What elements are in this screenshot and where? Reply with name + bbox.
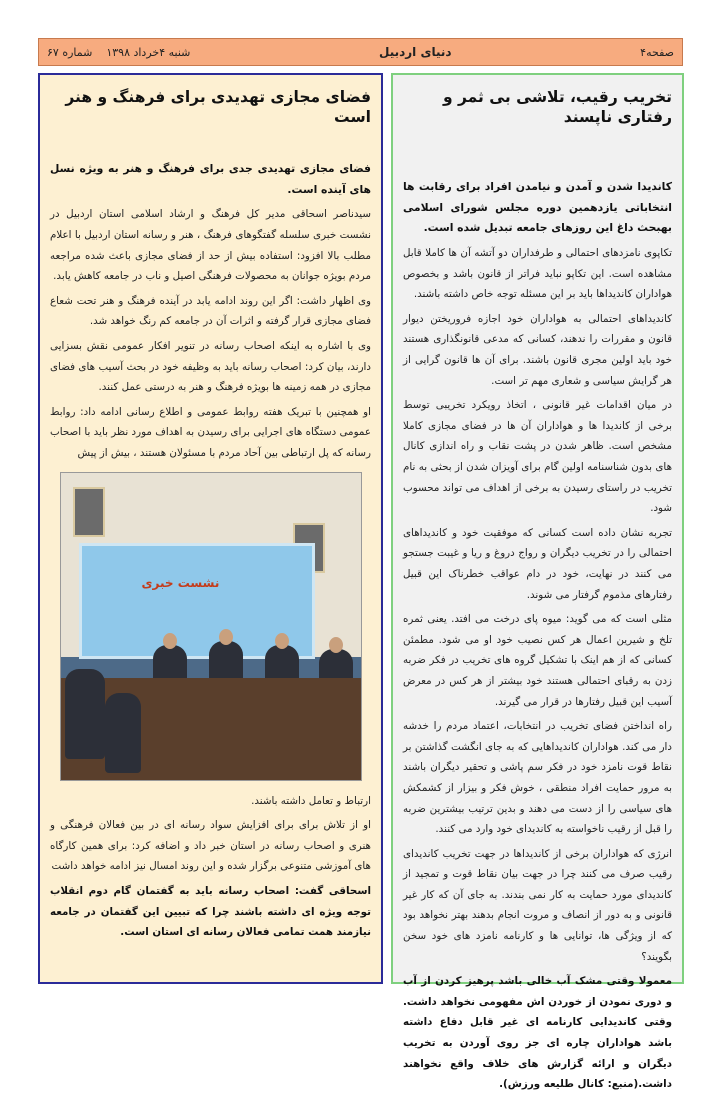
right-paragraph: تجربه نشان داده است کسانی که موفقیت خود و کاندیداهای احتمالی را در تخریب دیگران و رواج دروغ و ریا و غیبت جستجو می کنند در نهایت، خود در دام عواقب خطرناک این قبیل رفتارهای مذموم گرفتار می شوند. <box>403 526 672 601</box>
page-header <box>38 38 683 66</box>
left-article-title: فضای مجازی تهدیدی برای فرهنگ و هنر است <box>65 88 371 127</box>
person-head <box>275 633 289 649</box>
left-paragraph: وی با اشاره به اینکه اصحاب رسانه در تنویر افکار عمومی نقش بسزایی دارند، بیان کرد: اصحاب رسانه باید به وظیفه خود در بحث آسیب های فضای مجازی در همه زمینه ها بویژه فرهنگ و هنر به درستی عمل کنند. <box>50 340 371 394</box>
left-paragraph: او از تلاش برای برای افزایش سواد رسانه ای در بین فعالان فرهنگی و هنری و اصحاب رسانه در استان خبر داد و اضافه کرد: برای همین کارگاه های آموزشی متنوعی برگزار شده و این روند امسال نیز ادامه خواهد داشت <box>50 819 371 873</box>
left-article-closing: اسحاقی گفت: اصحاب رسانه باید به گفتمان گام دوم انقلاب توجه ویژه ای داشته باشند چرا که تبیین این گفتمان در جامعه نیازمند همت تمامی فعالان رسانه ای استان است. <box>50 884 371 939</box>
left-paragraph: سیدناصر اسحاقی مدیر کل فرهنگ و ارشاد اسلامی استان اردبیل در نشست خبری سلسله گفتگوهای فرهنگ ، هنر و رسانه استان اردبیل با اعلام مطلب بالا افزود: استفاده بیش از حد از فضای مجازی باعث شده مراجعه مردم بویژه جوانان به محصولات فرهنگی اصیل و ناب در جامعه کاهش یابد. <box>50 208 371 283</box>
person-head <box>329 637 343 653</box>
left-article-lead: فضای مجازی تهدیدی جدی برای فرهنگ و هنر به ویژه نسل های آینده است. <box>50 162 371 196</box>
left-paragraph: او همچنین با تبریک هفته روابط عمومی و اطلاع رسانی ادامه داد: روابط عمومی دستگاه های اجرایی برای رسیدن به اهداف مورد نظر باید با اصحاب رسانه که پل ارتباطی بین آحاد مردم با مسئولان هستند ، بیش از پیش <box>50 405 371 459</box>
person-figure <box>105 693 141 773</box>
issue-date: شنبه ۴خرداد ۱۳۹۸ <box>106 45 191 59</box>
page-number: صفحه۴ <box>640 45 674 59</box>
left-paragraph: وی اظهار داشت: اگر این روند ادامه یابد در آینده فرهنگ و هنر تحت شعاع فضای مجازی قرار گرفته و اثرات آن در جامعه کم رنگ خواهد شد. <box>50 294 371 328</box>
right-article-lead: کاندیدا شدن و آمدن و نیامدن افراد برای رقابت ها انتخاباتی یازدهمین دوره مجلس شورای اسلامی بهبحث داغ این روزهای جامعه تبدیل شده است. <box>403 180 672 235</box>
issue-info <box>47 46 190 59</box>
right-paragraph: انرژی که هواداران برخی از کاندیداها در جهت تخریب کاندیدای رقیب صرف می کنند چرا در جهت بیان نقاط قوت و تمجید از کاندیدای مورد حمایت به کار نمی بندند. به جای آن که کار غیر قانونی و به دور از انصاف و مروت انجام بدهند بهتر نخواهد بود که از ویژگی ها، توانایی ها و کارنامه نامزد های خود سخن بگویند؟ <box>403 847 672 963</box>
right-article-closing: معمولا وقتی مشک آب خالی باشد پرهیز کردن از آب و دوری نمودن از خوردن اش مفهومی نخواهد داشت. وقتی کاندیدایی کارنامه ای غیر قابل دفاع داشته باشد هواداران چاره ای جز روی آوردن به تخریب دیگران و ارائه گزارش های خلاف واقع نخواهند داشت.(منبع: کانال طلیعه ورزش). <box>403 975 672 1091</box>
press-conference-photo <box>60 472 362 781</box>
issue-number: شماره ۶۷ <box>47 45 93 59</box>
person-head <box>163 633 177 649</box>
newspaper-name: دنیای اردبیل <box>379 45 452 59</box>
left-article <box>38 73 383 984</box>
person-figure <box>65 669 105 759</box>
left-paragraph: ارتباط و تعامل داشته باشند. <box>251 794 371 807</box>
right-article-title: تخریب رقیب، تلاشی بی ثمر و رفتاری ناپسند <box>442 88 672 127</box>
right-article <box>391 73 684 1091</box>
banner-title: نشست خبری <box>141 575 220 590</box>
right-paragraph: تکاپوی نامزدهای احتمالی و طرفداران دو آتشه آن ها کاملا قابل مشاهده است. این تکاپو نباید فراتر از قانون باشد و بخصوص هواداران کاندیداها باید بر این مسئله توجه خاص داشته باشند. <box>403 247 672 301</box>
person-head <box>219 629 233 645</box>
right-paragraph: راه انداختن فضای تخریب در انتخابات، اعتماد مردم را خدشه دار می کند. هواداران کاندیداهایی که به جای انگشت گذاشتن بر نقاط قوت نامزد خود در فکر سم پاشی و تحقیر دیگران باشند به مرور حمایت افراد منطقی ، خوش فکر و بیزار از کشمکش های سیاسی را از دست می دهند و بدین ترتیب بیشترین ضربه را قبل از رقیب ناخواسته به کاندیدای خود وارد می کنند. <box>403 720 672 836</box>
right-paragraph: کاندیداهای احتمالی به هواداران خود اجازه فروریختن دیوار قانون و مقررات را ندهند، کسانی که مدعی قانونگذاری هستند خود باید اولین مجری قانون باشند. برای آن ها قانون گرایی از هر گرایش سیاسی و شعاری مهم تر است. <box>403 312 672 387</box>
right-paragraph: مثلی است که می گوید: میوه پای درخت می افتد. یعنی ثمره تلخ و شیرین اعمال هر کس نصیب خود او می شود. مطمئن کسانی که از هم اینک با تشکیل گروه های تخریب در فکر ضربه زدن به رقبای احتمالی هستند خود بیشتر از هر کس در معرض آسیب این قبیل رفتارها در قرار می گیرند. <box>403 613 672 708</box>
right-paragraph: در میان اقدامات غیر قانونی ، اتخاذ رویکرد تخریبی توسط برخی از کاندیدا ها و هواداران آن ها در فضای مجازی کاملا مشخص است. ظاهر شدن در پشت نقاب و راه اندازی کانال های بدون شناسنامه اولین گام برای آویزان شدن از بحثی به نام تخریب در راستای رسیدن به برخی از اهداف می تواند محسوب شود. <box>403 399 672 515</box>
portrait-left <box>73 487 105 537</box>
